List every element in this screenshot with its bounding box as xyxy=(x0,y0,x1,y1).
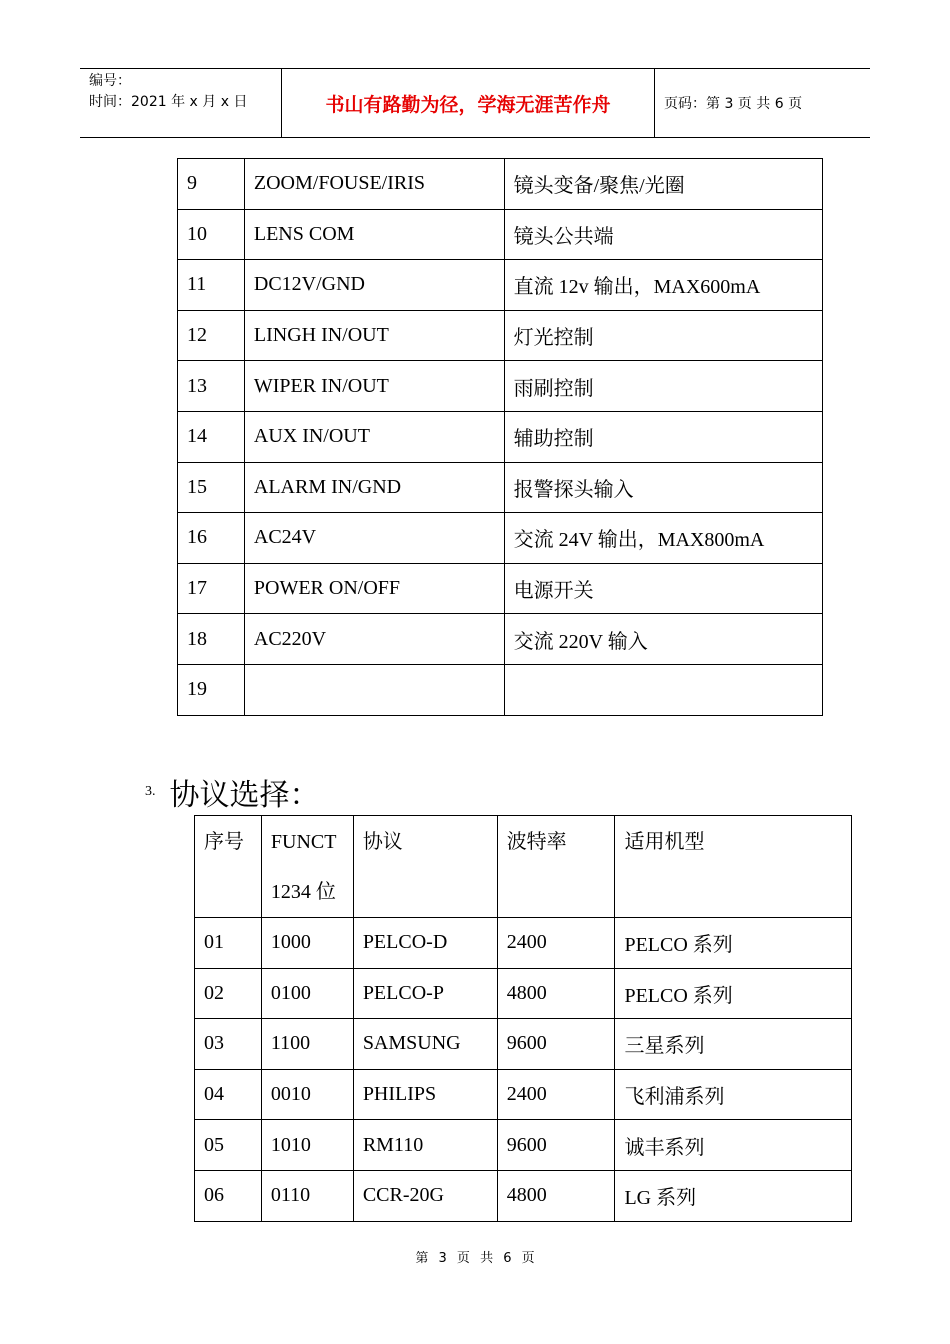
cell-funct: 0010 xyxy=(261,1069,353,1120)
cell-index: 05 xyxy=(195,1120,262,1171)
header-protocol: 协议 xyxy=(353,816,497,918)
pin-signal: AC220V xyxy=(244,614,504,665)
footer-total-pages: 6 xyxy=(503,1251,512,1266)
table-row xyxy=(178,310,823,361)
header-baud: 波特率 xyxy=(497,816,615,918)
pin-number: 14 xyxy=(178,411,245,462)
header-funct-line1: FUNCT xyxy=(270,831,337,853)
table-row xyxy=(195,1120,852,1171)
pin-signal: LINGH IN/OUT xyxy=(244,310,504,361)
table-row xyxy=(178,462,823,513)
cell-baud: 9600 xyxy=(497,1120,615,1171)
cell-index: 03 xyxy=(195,1019,262,1070)
cell-funct: 0110 xyxy=(261,1170,353,1221)
pin-signal: ALARM IN/GND xyxy=(244,462,504,513)
cell-index: 04 xyxy=(195,1069,262,1120)
cell-protocol: PELCO-D xyxy=(353,918,497,969)
header-motto-cell xyxy=(281,69,655,137)
pin-signal xyxy=(244,664,504,715)
footer-part: 页 xyxy=(456,1251,470,1266)
pin-number: 13 xyxy=(178,361,245,412)
cell-protocol: CCR-20G xyxy=(353,1170,497,1221)
table-row xyxy=(178,260,823,311)
pin-description: 灯光控制 xyxy=(504,310,822,361)
cell-model: 三星系列 xyxy=(615,1019,852,1070)
footer-part: 第 xyxy=(415,1251,429,1266)
header-motto: 书山有路勤为径，学海无涯苦作舟 xyxy=(325,93,611,116)
table-row xyxy=(195,1170,852,1221)
cell-baud: 2400 xyxy=(497,918,615,969)
number-label: 编号： xyxy=(89,73,131,89)
pin-signal: AUX IN/OUT xyxy=(244,411,504,462)
pin-number: 16 xyxy=(178,513,245,564)
cell-funct: 1010 xyxy=(261,1120,353,1171)
cell-index: 06 xyxy=(195,1170,262,1221)
pin-definition-table xyxy=(177,158,823,716)
pin-signal: POWER ON/OFF xyxy=(244,563,504,614)
cell-funct: 0100 xyxy=(261,968,353,1019)
pin-description: 镜头公共端 xyxy=(504,209,822,260)
header-index: 序号 xyxy=(195,816,262,918)
table-row xyxy=(178,411,823,462)
page-footer xyxy=(0,1247,950,1266)
cell-funct: 1000 xyxy=(261,918,353,969)
page-header xyxy=(80,68,870,138)
pin-number: 12 xyxy=(178,310,245,361)
cell-protocol: SAMSUNG xyxy=(353,1019,497,1070)
table-row xyxy=(195,1019,852,1070)
header-page-info: 页码：第 3 页 共 6 页 xyxy=(664,96,803,112)
pin-number: 11 xyxy=(178,260,245,311)
cell-model: LG 系列 xyxy=(615,1170,852,1221)
pin-description: 交流 24V 输出，MAX800mA xyxy=(504,513,822,564)
pin-signal: ZOOM/FOUSE/IRIS xyxy=(244,159,504,210)
pin-description: 报警探头输入 xyxy=(504,462,822,513)
pin-description: 雨刷控制 xyxy=(504,361,822,412)
pin-number: 19 xyxy=(178,664,245,715)
footer-part: 页 xyxy=(521,1251,535,1266)
table-row xyxy=(195,968,852,1019)
cell-model: PELCO 系列 xyxy=(615,968,852,1019)
pin-signal: WIPER IN/OUT xyxy=(244,361,504,412)
pin-number: 9 xyxy=(178,159,245,210)
header-model: 适用机型 xyxy=(615,816,852,918)
pin-description xyxy=(504,664,822,715)
table-row xyxy=(178,513,823,564)
header-meta xyxy=(80,69,281,137)
cell-model: 飞利浦系列 xyxy=(615,1069,852,1120)
table-header-row xyxy=(195,816,852,918)
section-number: 3. xyxy=(145,784,156,799)
table-row xyxy=(178,159,823,210)
cell-model: 诚丰系列 xyxy=(615,1120,852,1171)
table-row xyxy=(178,209,823,260)
section-title: 协议选择： xyxy=(169,778,320,813)
section-heading xyxy=(145,770,320,814)
cell-baud: 4800 xyxy=(497,1170,615,1221)
cell-protocol: PHILIPS xyxy=(353,1069,497,1120)
cell-model: PELCO 系列 xyxy=(615,918,852,969)
table-row xyxy=(178,563,823,614)
pin-signal: AC24V xyxy=(244,513,504,564)
table-row xyxy=(178,664,823,715)
pin-signal: LENS COM xyxy=(244,209,504,260)
pin-number: 15 xyxy=(178,462,245,513)
pin-description: 辅助控制 xyxy=(504,411,822,462)
cell-index: 01 xyxy=(195,918,262,969)
cell-baud: 9600 xyxy=(497,1019,615,1070)
cell-index: 02 xyxy=(195,968,262,1019)
cell-protocol: PELCO-P xyxy=(353,968,497,1019)
table-row xyxy=(195,918,852,969)
pin-description: 直流 12v 输出，MAX600mA xyxy=(504,260,822,311)
protocol-table xyxy=(194,815,852,1222)
pin-description: 交流 220V 输入 xyxy=(504,614,822,665)
footer-current-page: 3 xyxy=(438,1251,447,1266)
header-funct-line2: 1234 位 xyxy=(270,881,336,903)
time-label: 时间：2021 年 x 月 x 日 xyxy=(89,94,248,110)
table-row xyxy=(178,614,823,665)
footer-part: 共 xyxy=(480,1251,494,1266)
header-funct xyxy=(261,816,353,918)
pin-description: 镜头变备/聚焦/光圈 xyxy=(504,159,822,210)
pin-number: 10 xyxy=(178,209,245,260)
pin-description: 电源开关 xyxy=(504,563,822,614)
cell-baud: 4800 xyxy=(497,968,615,1019)
cell-protocol: RM110 xyxy=(353,1120,497,1171)
pin-signal: DC12V/GND xyxy=(244,260,504,311)
table-row xyxy=(178,361,823,412)
pin-number: 17 xyxy=(178,563,245,614)
pin-number: 18 xyxy=(178,614,245,665)
table-row xyxy=(195,1069,852,1120)
cell-funct: 1100 xyxy=(261,1019,353,1070)
cell-baud: 2400 xyxy=(497,1069,615,1120)
